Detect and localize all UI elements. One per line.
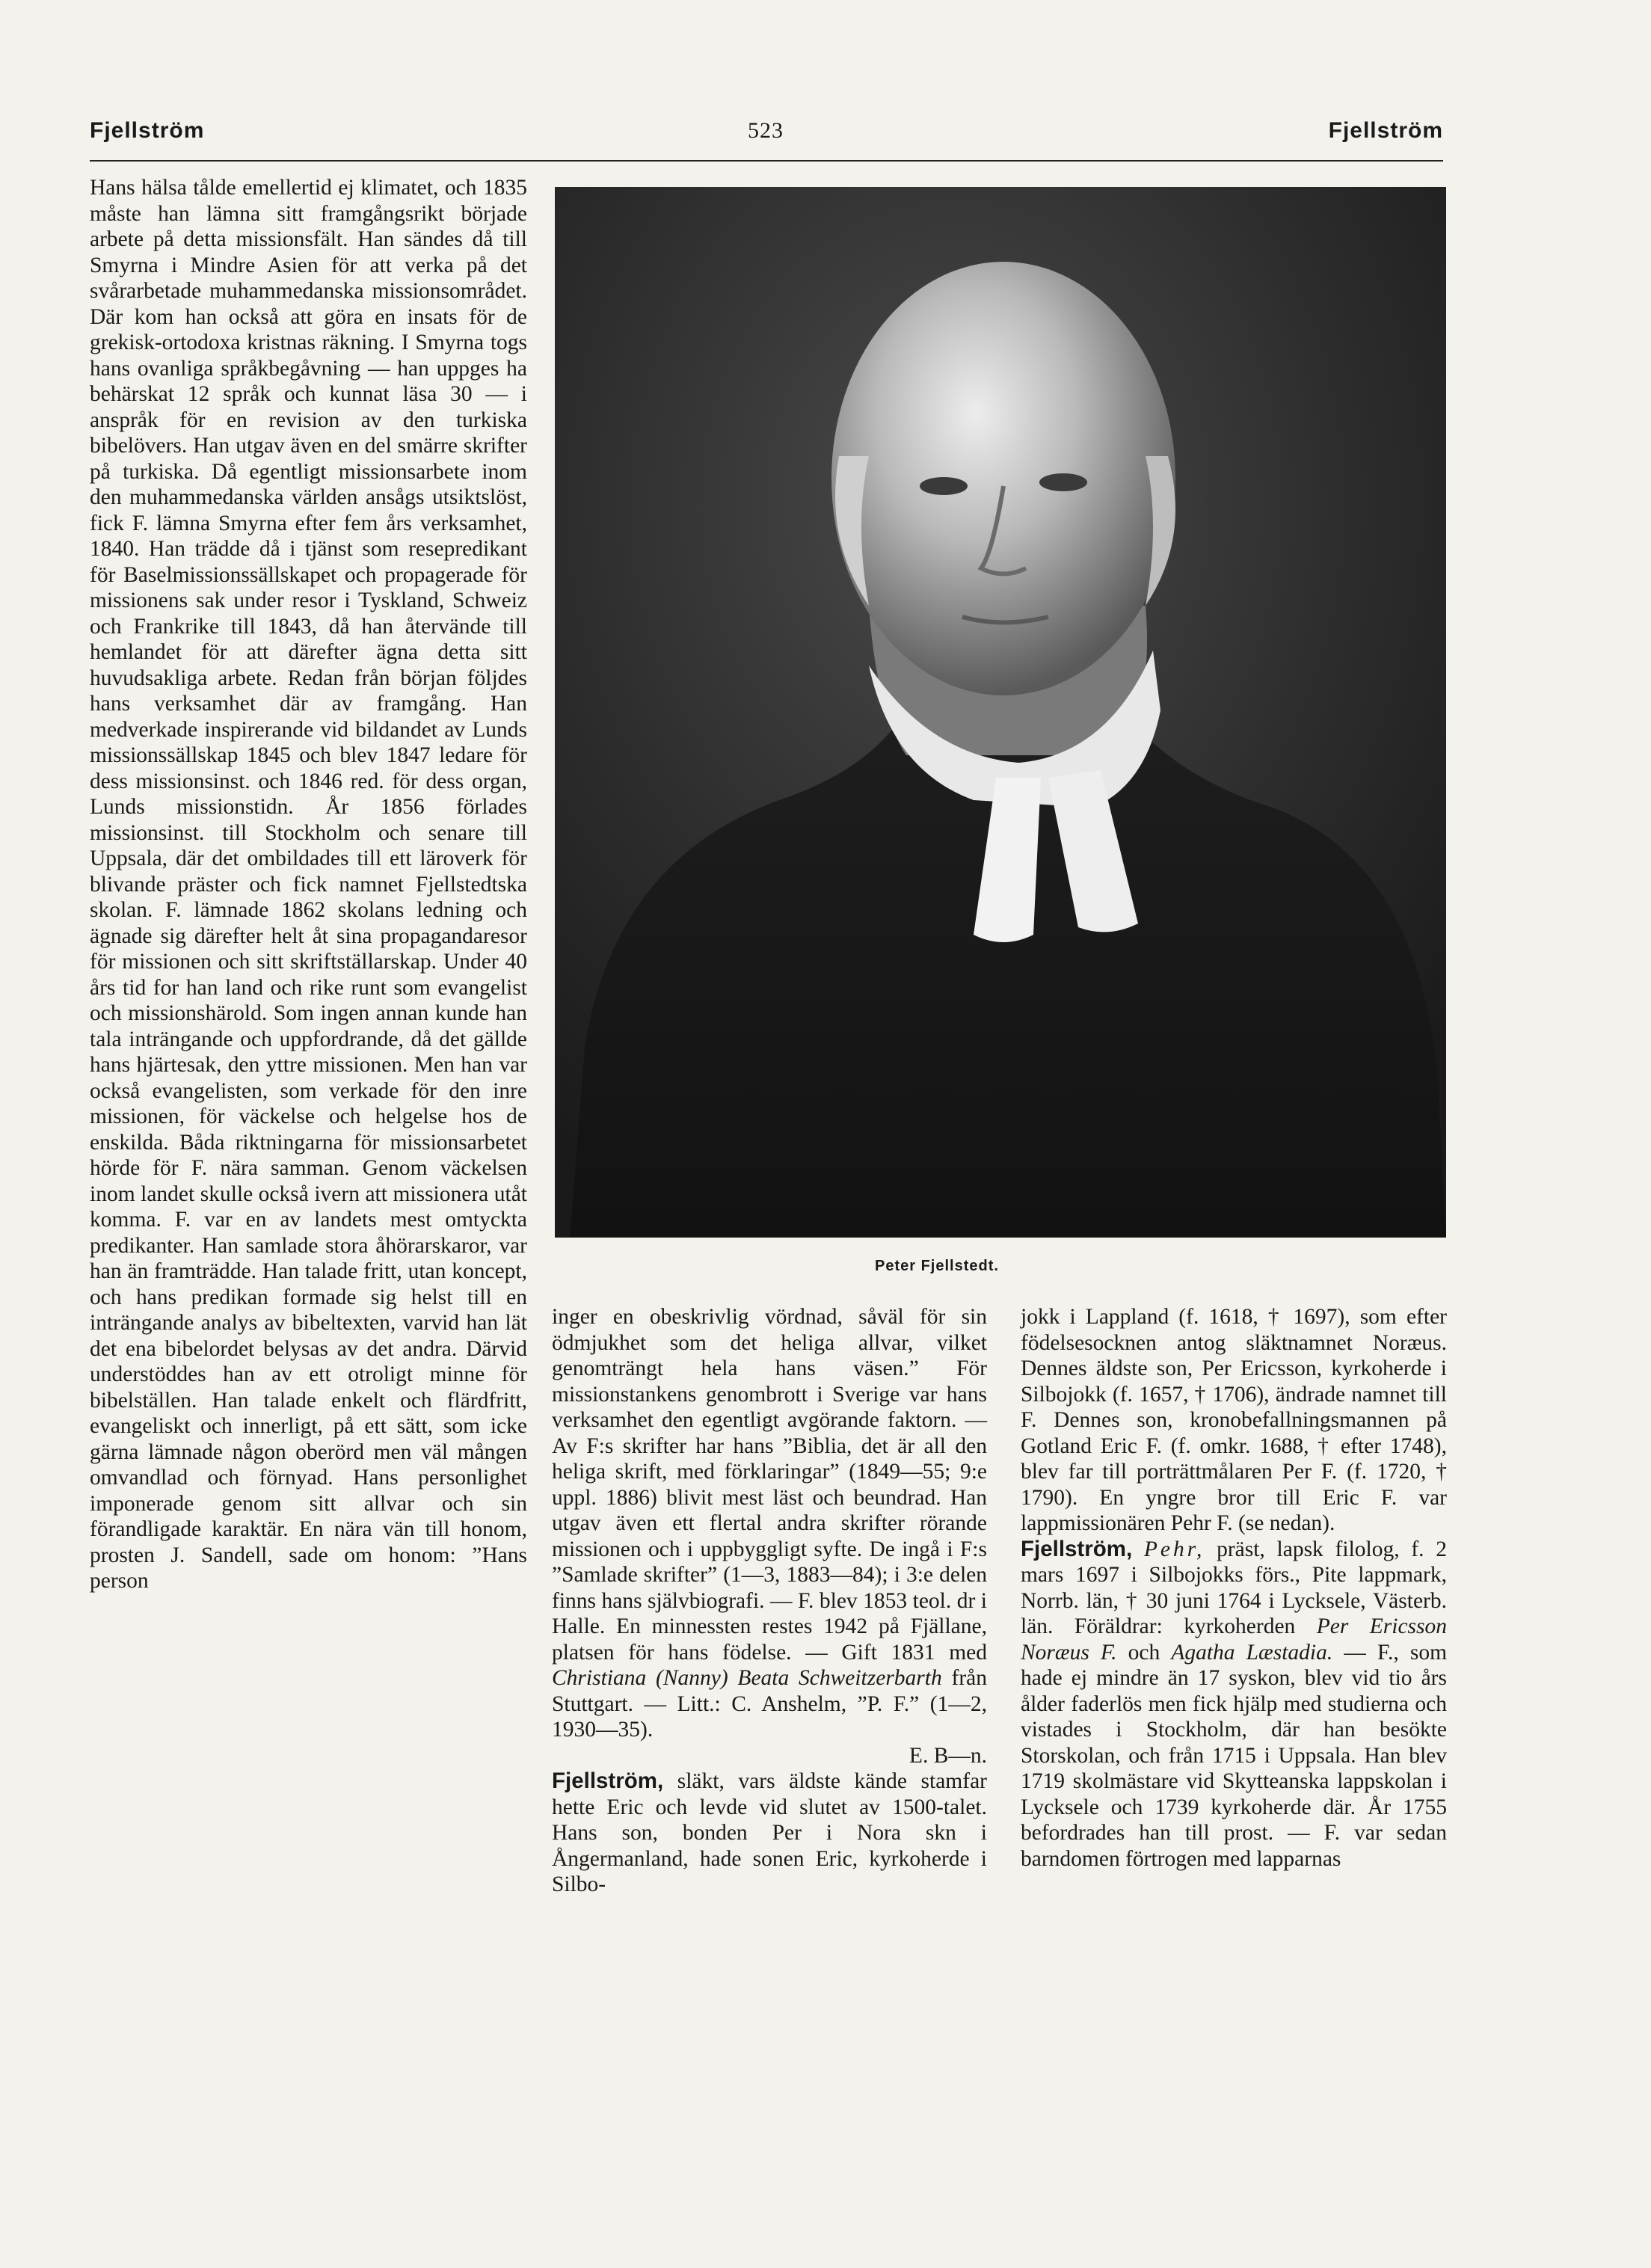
running-head-left: Fjellström [90, 118, 205, 143]
entry-pehr-fjellstrom [1021, 1537, 1447, 1872]
column-right [1021, 1304, 1447, 1872]
headword-pehr: Fjellström, [1021, 1536, 1133, 1561]
wife-name: Christiana (Nanny) Beata Schweitzerbarth [552, 1666, 942, 1690]
portrait-caption: Peter Fjellstedt. [875, 1258, 999, 1274]
running-head-right: Fjellström [1328, 118, 1443, 143]
column-middle-text [552, 1304, 987, 1743]
column-middle-text-3: släkt, vars äldste kände stamfar hette Eric och levde vid slutet av 1500-talet. Hans son, bonden Per i Nora skn i Ångermanland, hade sonen Eric, kyrkoherde i Silbo- [552, 1769, 987, 1896]
column-middle [552, 1304, 987, 1898]
father-name: Per Ericsson Noræus F. [1021, 1614, 1447, 1665]
column-right-text-3: och [1116, 1640, 1172, 1665]
column-left [90, 175, 527, 1594]
column-left-text: Hans hälsa tålde emellertid ej klimatet, och 1835 måste han lämna sitt framgångsrikt började arbete på detta missionsfält. Han sändes då till Smyrna i Mindre Asien för att verka på det svårarbetade muhammedanska missionsområdet. Där kom han också att göra en insats för de grekisk-ortodoxa kristnas räkning. I Smyrna togs hans ovanliga språkbegåvning — han uppges ha behärskat 12 språk och kunnat läsa 30 — i anspråk för en revision av den turkiska bibelövers. Han utgav även en del smärre skrifter på turkiska. Då egentligt missionsarbete inom den muhammedanska världen ansågs utsiktslöst, fick F. lämna Smyrna efter fem års verksamhet, 1840. Han trädde då i tjänst som resepredikant för Baselmissionssällskapet och propagerade för missionens sak under resor i Tyskland, Schweiz och Frankrike till 1843, då han återvände till hemlandet för att därefter ägna detta sitt huvudsakliga arbete. Redan från början följdes hans verksamhet där av framgång. Han medverkade inspirerande vid bildandet av Lunds missionssällskap 1845 och blev 1847 ledare för dess missionsinst. och 1846 red. för dess organ, Lunds missionstidn. År 1856 förlades missionsinst. till Stockholm och senare till Uppsala, där det ombildades till ett läroverk för blivande präster och fick namnet Fjellstedtska skolan. F. lämnade 1862 skolans ledning och ägnade sig därefter helt åt sina propagandaresor för missionen och sitt skriftställarskap. Under 40 års tid for han land och rike runt som evangelist och missionshärold. Som ingen annan kunde han tala inträngande och uppfordrande, då det gällde hans hjärtesak, den yttre missionen. Men han var också evangelisten, som verkade för den inre missionen, för väckelse och helgelse hos de enskilda. Båda riktningarna för missionsarbetet hörde för F. nära samman. Genom väckelsen inom landet skulle också ivern att missionera utåt komma. F. var en av landets mest omtyckta predikanter. Han samlade stora åhörarskaror, var han än framträdde. Han talade fritt, utan koncept, och hans predikan formade sig helst till en inträngande analys av bibeltexten, varvid han lät det ena bibelordet belysas av det andra. Därvid understöddes han av ett otroligt minne för bibelställen. Han talade enkelt och flärdfritt, evangeliskt och innerligt, på ett sätt, som icke gärna lämnade någon oberörd men väl mången omvandlad och förnyad. Hans personlighet imponerade genom sitt allvar och sin förandligade karaktär. En nära vän till honom, prosten J. Sandell, sade om honom: ”Hans person [90, 176, 527, 1593]
column-middle-text-1: inger en obeskrivlig vördnad, såväl för sin ödmjukhet som det heliga allvar, vilket genomträngt hela hans väsen.” För missionstankens genombrott i Sverige var hans verksamhet den egentligt avgörande faktorn. — Av F:s skrifter har hans ”Biblia, det är all den heliga skrift, med förklaringar” (1849—55; 9:e uppl. 1886) blivit mest läst och beundrad. Han utgav även ett flertal andra skrifter rörande missionen och i uppbyggligt syfte. De ingå i F:s ”Samlade skrifter” (1—3, 1883—84); i 3:e delen finns hans självbiografi. — F. blev 1853 teol. dr i Halle. En minnessten restes 1942 på Fjällane, platsen för hans födelse. — Gift 1831 med [552, 1305, 987, 1665]
headword-family: Fjellström, [552, 1768, 664, 1793]
portrait-photo [555, 187, 1446, 1238]
forename: Pehr, [1143, 1537, 1205, 1561]
column-middle-text-2: från Stuttgart. — Litt.: C. Anshelm, ”P. F.” (1—2, 1930—35). [552, 1666, 987, 1742]
mother-name: Agatha Læstadia. [1171, 1640, 1333, 1665]
author-signature: E. B—n. [908, 1743, 987, 1768]
page-number: 523 [748, 118, 784, 143]
entry-fjellstrom-family [552, 1768, 987, 1898]
header-rule [90, 160, 1443, 162]
column-right-text-2: präst, lapsk filolog, f. 2 mars 1697 i Silbojokks förs., Pite lappmark, Norrb. län, † 30 juni 1764 i Lycksele, Västerb. län. Föräldrar: kyrkoherden [1021, 1537, 1447, 1638]
portrait-image [555, 187, 1446, 1238]
column-right-text-1: jokk i Lappland (f. 1618, † 1697), som efter födelsesocknen antog släktnamnet Noræus. Dennes äldste son, Per Ericsson, kyrkoherde i Silbojokk (f. 1657, † 1706), ändrade namnet till F. Dennes son, kronobefallningsmannen på Gotland Eric F. (f. omkr. 1688, † efter 1748), blev far till porträttmålaren Per F. (f. 1720, † 1790). En yngre bror till Eric F. var lappmissionären Pehr F. (se nedan). [1021, 1305, 1447, 1535]
column-right-text-4: — F., som hade ej mindre än 17 syskon, blev vid tio års ålder faderlös men fick hjälp med studierna och vistades i Stockholm, där han besökte Storskolan, och från 1715 i Uppsala. Han blev 1719 skolmästare vid Skytteanska lappskolan i Lycksele och 1739 kyrkoherde där. År 1755 befordrades han till prost. — F. var sedan barndomen förtrogen med lapparnas [1021, 1640, 1448, 1871]
